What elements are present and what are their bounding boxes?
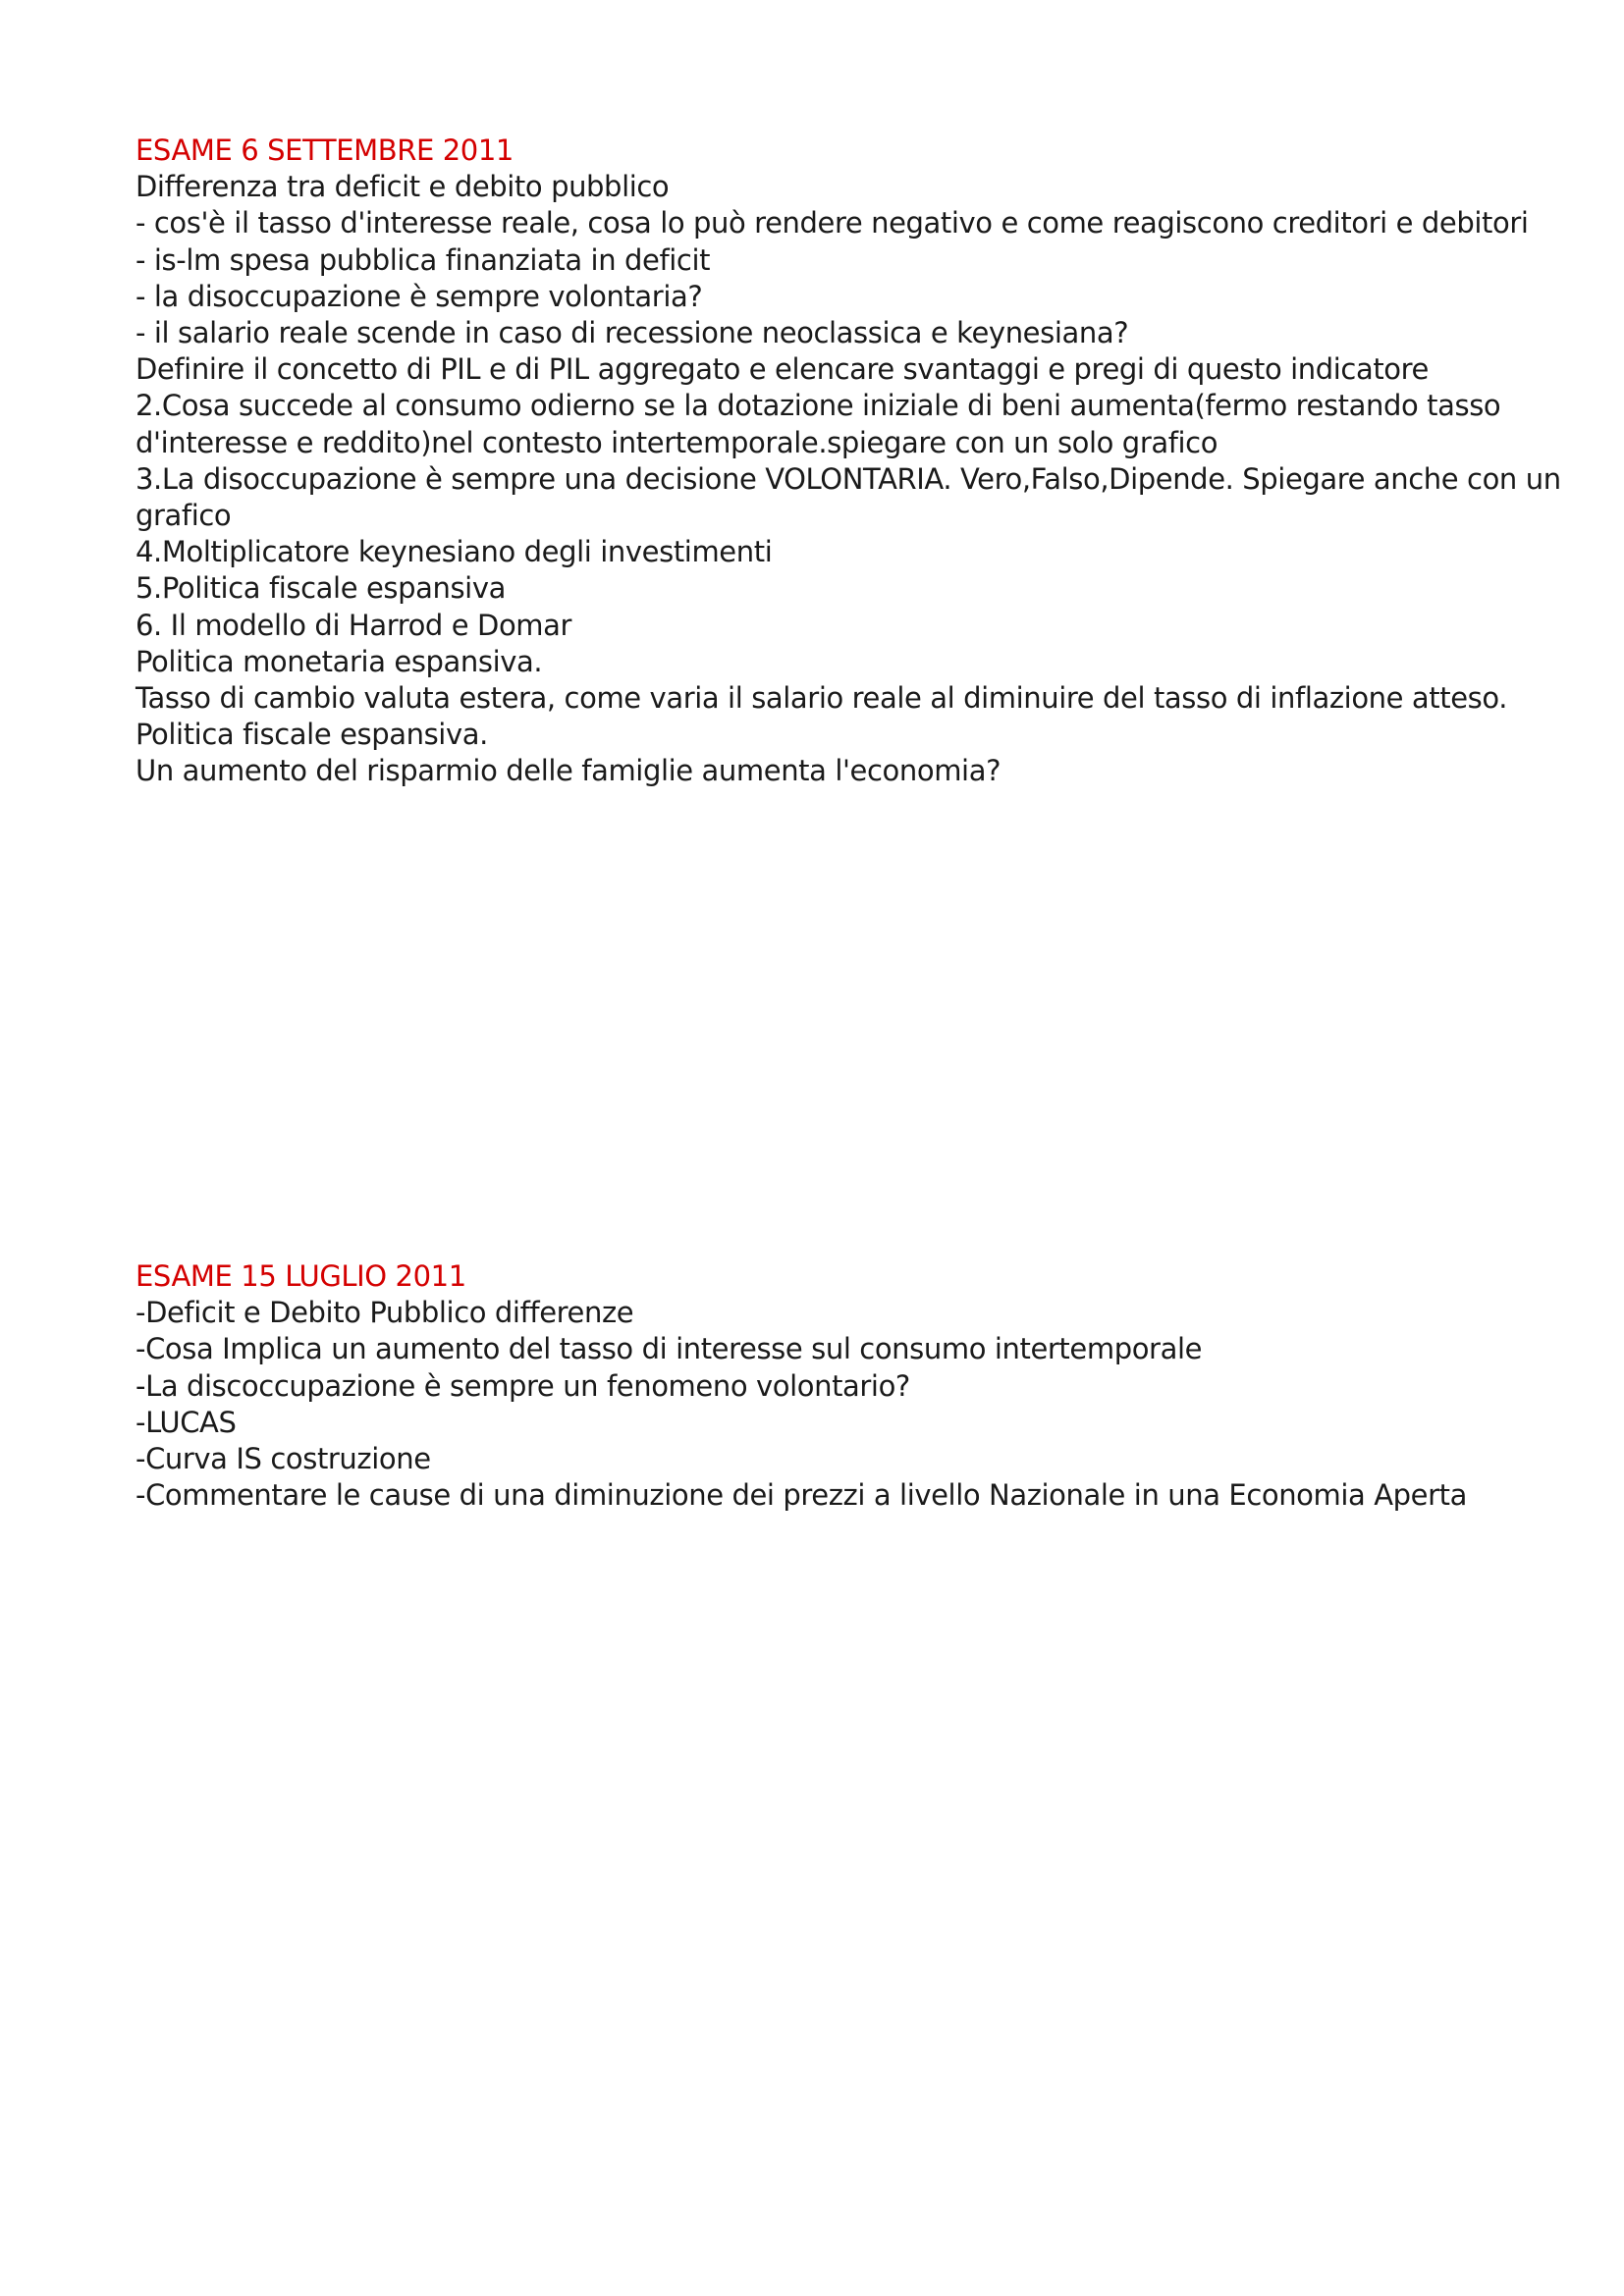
- question-line: -La discoccupazione è sempre un fenomeno volontario?: [135, 1368, 910, 1403]
- exam-section-july: [135, 1258, 1559, 1514]
- question-line: Politica monetaria espansiva.: [135, 644, 543, 678]
- question-line: grafico: [135, 499, 232, 533]
- question-line: 4.Moltiplicatore keynesiano degli investimenti: [135, 535, 773, 569]
- question-line: Definire il concetto di PIL e di PIL aggregato e elencare svantaggi e pregi di questo indicatore: [135, 352, 1429, 387]
- exam-section-september: [135, 133, 1559, 790]
- question-line: -Deficit e Debito Pubblico differenze: [135, 1296, 634, 1330]
- question-line: Politica fiscale espansiva.: [135, 718, 488, 752]
- question-line: - cos'è il tasso d'interesse reale, cosa lo può rendere negativo e come reagiscono creditori e debitori: [135, 206, 1529, 240]
- question-line: - il salario reale scende in caso di recessione neoclassica e keynesiana?: [135, 316, 1129, 350]
- question-line: -Commentare le cause di una diminuzione dei prezzi a livello Nazionale in una Economia Aperta: [135, 1478, 1467, 1513]
- section-heading: ESAME 6 SETTEMBRE 2011: [135, 133, 514, 167]
- question-line: -Cosa Implica un aumento del tasso di interesse sul consumo intertemporale: [135, 1332, 1203, 1366]
- question-line: Tasso di cambio valuta estera, come varia il salario reale al diminuire del tasso di inflazione atteso.: [135, 681, 1508, 716]
- question-line: 5.Politica fiscale espansiva: [135, 571, 506, 606]
- question-line: 6. Il modello di Harrod e Domar: [135, 608, 572, 642]
- section-heading: ESAME 15 LUGLIO 2011: [135, 1259, 466, 1293]
- question-line: 2.Cosa succede al consumo odierno se la dotazione iniziale di beni aumenta(fermo restando tasso: [135, 389, 1501, 423]
- question-line: d'interesse e reddito)nel contesto intertemporale.spiegare con un solo grafico: [135, 425, 1218, 459]
- question-line: Differenza tra deficit e debito pubblico: [135, 170, 670, 204]
- question-line: - la disoccupazione è sempre volontaria?: [135, 279, 703, 313]
- question-line: Un aumento del risparmio delle famiglie aumenta l'economia?: [135, 754, 1001, 788]
- question-line: - is-lm spesa pubblica finanziata in deficit: [135, 242, 711, 277]
- question-line: -Curva IS costruzione: [135, 1442, 431, 1476]
- question-line: -LUCAS: [135, 1405, 237, 1439]
- question-line: 3.La disoccupazione è sempre una decisione VOLONTARIA. Vero,Falso,Dipende. Spiegare anche con un: [135, 461, 1561, 496]
